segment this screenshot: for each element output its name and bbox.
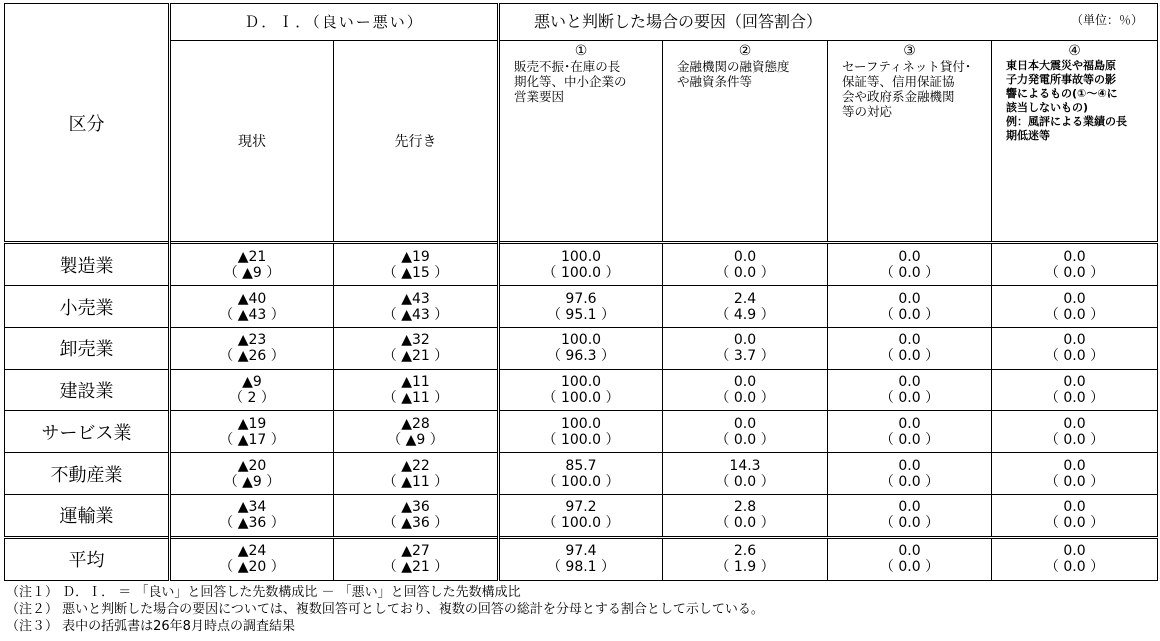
- header-outlook: 先行き: [334, 40, 499, 242]
- cell-f3: [828, 537, 992, 580]
- cell-current: [170, 369, 334, 411]
- prev-value-f2: （ 1.9 ）: [715, 559, 775, 576]
- value-outlook: ▲22: [401, 457, 430, 474]
- cell-f1: [499, 537, 663, 580]
- footnotes: [6, 584, 764, 635]
- cell-outlook: [334, 327, 499, 369]
- row-category: 不動産業: [5, 453, 170, 495]
- prev-value-f2: （ 0.0 ）: [715, 390, 775, 407]
- row-category: 卸売業: [5, 327, 170, 369]
- cell-f4: [992, 327, 1158, 369]
- value-current: ▲21: [237, 248, 267, 265]
- value-f4: 0.0: [1063, 332, 1086, 349]
- header-factor-3: [828, 40, 992, 242]
- prev-value-current: （ ▲20 ）: [219, 559, 285, 576]
- cell-f2: [663, 453, 828, 495]
- cell-outlook: [334, 286, 499, 328]
- prev-value-f4: （ 0.0 ）: [1044, 559, 1105, 576]
- value-f4: 0.0: [1063, 415, 1086, 432]
- header-factor-title: [499, 4, 1158, 41]
- value-f3: 0.0: [898, 374, 921, 391]
- value-current: ▲40: [237, 290, 267, 307]
- note-2: （注２） 悪いと判断した場合の要因については、複数回答可としており、複数の回答の総計を分母とする割合として示している。: [6, 602, 764, 617]
- cell-f1: [499, 369, 663, 411]
- row-category: サービス業: [5, 411, 170, 453]
- table-row: [5, 369, 1158, 411]
- cell-f1: [499, 411, 663, 453]
- prev-value-outlook: （ ▲11 ）: [382, 473, 449, 490]
- note-1: （注１） Ｄ．Ｉ． ＝ 「良い」と回答した先数構成比 － 「悪い」と回答した先数構成比: [6, 585, 521, 600]
- cell-f3: [828, 411, 992, 453]
- prev-value-f4: （ 0.0 ）: [1044, 348, 1105, 365]
- prev-value-f4: （ 0.0 ）: [1044, 473, 1105, 490]
- cell-f4: [992, 286, 1158, 328]
- prev-value-f1: （ 96.3 ）: [546, 348, 616, 365]
- value-f2: 0.0: [733, 415, 757, 432]
- prev-value-f4: （ 0.0 ）: [1044, 515, 1105, 532]
- prev-value-f3: （ 0.0 ）: [879, 348, 940, 365]
- prev-value-current: （ 2 ）: [229, 390, 275, 407]
- prev-value-f3: （ 0.0 ）: [879, 515, 940, 532]
- prev-value-f1: （ 100.0 ）: [542, 515, 620, 532]
- cell-current: [170, 411, 334, 453]
- prev-value-f2: （ 0.0 ）: [715, 264, 775, 281]
- cell-current: [170, 494, 334, 537]
- table-row: [5, 494, 1158, 537]
- prev-value-f4: （ 0.0 ）: [1044, 390, 1105, 407]
- value-f3: 0.0: [898, 499, 921, 516]
- cell-outlook: [334, 453, 499, 495]
- cell-f3: [828, 243, 992, 286]
- prev-value-f4: （ 0.0 ）: [1044, 306, 1105, 323]
- prev-value-outlook: （ ▲43 ）: [382, 306, 449, 323]
- value-f4: 0.0: [1063, 457, 1086, 474]
- cell-f1: [499, 494, 663, 537]
- cell-f2: [663, 369, 828, 411]
- cell-current: [170, 537, 334, 580]
- factor-4-number: ④: [1068, 42, 1081, 59]
- cell-f3: [828, 453, 992, 495]
- cell-f4: [992, 494, 1158, 537]
- prev-value-f4: （ 0.0 ）: [1044, 431, 1105, 448]
- value-f3: 0.0: [898, 543, 921, 560]
- prev-value-f1: （ 95.1 ）: [546, 306, 616, 323]
- prev-value-f1: （ 100.0 ）: [542, 431, 620, 448]
- header-factor-1: [499, 40, 663, 242]
- factor-4-text: 東日本大震災や福島原 子力発電所事故等の影 響によるもの(①～④に 該当しないもの) 例：風評による業績の長 期低迷等: [1006, 58, 1128, 142]
- di-title-text: Ｄ．Ｉ．（良いー悪い）: [244, 13, 424, 32]
- value-f1: 97.6: [565, 290, 597, 307]
- prev-value-f2: （ 0.0 ）: [715, 431, 775, 448]
- value-f3: 0.0: [898, 415, 921, 432]
- header-row-2: [5, 40, 1158, 242]
- value-f2: 2.6: [733, 543, 757, 560]
- value-f1: 85.7: [565, 457, 597, 474]
- value-outlook: ▲32: [401, 332, 430, 349]
- prev-value-current: （ ▲26 ）: [219, 348, 285, 365]
- cell-f2: [663, 327, 828, 369]
- cell-f3: [828, 494, 992, 537]
- value-f1: 100.0: [560, 332, 602, 349]
- cell-outlook: [334, 494, 499, 537]
- prev-value-f1: （ 98.1 ）: [546, 559, 616, 576]
- cell-f4: [992, 411, 1158, 453]
- prev-value-f3: （ 0.0 ）: [879, 431, 940, 448]
- row-category: 平均: [5, 537, 170, 580]
- value-f1: 100.0: [560, 415, 602, 432]
- prev-value-current: （ ▲9 ）: [223, 264, 281, 281]
- cell-outlook: [334, 537, 499, 580]
- di-survey-table: [4, 3, 1158, 581]
- value-current: ▲23: [237, 332, 267, 349]
- cell-outlook: [334, 411, 499, 453]
- cell-outlook: [334, 369, 499, 411]
- prev-value-f1: （ 100.0 ）: [542, 390, 620, 407]
- cell-f1: [499, 286, 663, 328]
- value-f1: 97.4: [565, 543, 597, 560]
- prev-value-f1: （ 100.0 ）: [542, 473, 620, 490]
- cell-f1: [499, 453, 663, 495]
- note-3: （注３） 表中の括弧書は26年8月時点の調査結果: [6, 619, 295, 634]
- value-f1: 100.0: [560, 248, 602, 265]
- table-row: [5, 243, 1158, 286]
- header-factor-2: [663, 40, 828, 242]
- factor-1-text: 販売不振･在庫の長 期化等、中小企業の 営業要因: [514, 58, 627, 104]
- value-f4: 0.0: [1063, 543, 1086, 560]
- value-f4: 0.0: [1063, 499, 1086, 516]
- prev-value-f3: （ 0.0 ）: [879, 473, 940, 490]
- value-f3: 0.0: [898, 332, 921, 349]
- prev-value-current: （ ▲36 ）: [219, 515, 285, 532]
- prev-value-f3: （ 0.0 ）: [879, 559, 940, 576]
- value-f1: 100.0: [560, 374, 602, 391]
- cell-outlook: [334, 243, 499, 286]
- value-outlook: ▲28: [401, 415, 430, 432]
- value-outlook: ▲27: [401, 543, 430, 560]
- header-factor-4: [992, 40, 1158, 242]
- factor-3-text: セーフティネット貸付･ 保証等、信用保証協 会や政府系金融機関 等の対応: [842, 58, 972, 119]
- value-f2: 2.8: [733, 499, 757, 516]
- prev-value-f3: （ 0.0 ）: [879, 264, 940, 281]
- prev-value-outlook: （ ▲21 ）: [382, 559, 449, 576]
- cell-f2: [663, 243, 828, 286]
- value-outlook: ▲36: [401, 499, 430, 516]
- cell-current: [170, 243, 334, 286]
- cell-f3: [828, 286, 992, 328]
- header-kubun: 区分: [5, 4, 170, 243]
- row-category: 運輸業: [5, 494, 170, 537]
- value-current: ▲24: [237, 543, 267, 560]
- value-f2: 0.0: [733, 248, 757, 265]
- value-current: ▲34: [237, 499, 267, 516]
- prev-value-current: （ ▲43 ）: [219, 306, 285, 323]
- prev-value-f2: （ 4.9 ）: [715, 306, 775, 323]
- value-f2: 0.0: [733, 332, 757, 349]
- factor-2-text: 金融機関の融資態度 や融資条件等: [677, 58, 790, 89]
- value-f4: 0.0: [1063, 248, 1086, 265]
- value-f2: 0.0: [733, 374, 757, 391]
- cell-f4: [992, 369, 1158, 411]
- cell-f2: [663, 411, 828, 453]
- prev-value-outlook: （ ▲21 ）: [382, 348, 449, 365]
- value-f3: 0.0: [898, 290, 921, 307]
- value-outlook: ▲43: [401, 290, 430, 307]
- cell-f2: [663, 494, 828, 537]
- value-f3: 0.0: [898, 248, 921, 265]
- prev-value-f3: （ 0.0 ）: [879, 390, 940, 407]
- prev-value-f4: （ 0.0 ）: [1044, 264, 1105, 281]
- cell-f4: [992, 243, 1158, 286]
- cell-f4: [992, 453, 1158, 495]
- cell-current: [170, 286, 334, 328]
- cell-f1: [499, 327, 663, 369]
- value-f1: 97.2: [565, 499, 597, 516]
- prev-value-outlook: （ ▲9 ）: [387, 431, 444, 448]
- prev-value-current: （ ▲17 ）: [219, 431, 285, 448]
- prev-value-f3: （ 0.0 ）: [879, 306, 940, 323]
- cell-f3: [828, 327, 992, 369]
- value-f4: 0.0: [1063, 374, 1086, 391]
- cell-f2: [663, 537, 828, 580]
- prev-value-f2: （ 3.7 ）: [715, 348, 775, 365]
- value-f3: 0.0: [898, 457, 921, 474]
- table-row: [5, 411, 1158, 453]
- header-current: 現状: [170, 40, 334, 242]
- prev-value-outlook: （ ▲11 ）: [382, 390, 449, 407]
- unit-label: （単位：％）: [1071, 13, 1144, 27]
- cell-f4: [992, 537, 1158, 580]
- value-current: ▲20: [237, 457, 267, 474]
- prev-value-f1: （ 100.0 ）: [542, 264, 620, 281]
- cell-f3: [828, 369, 992, 411]
- factor-title-text: 悪いと判断した場合の要因（回答割合）: [534, 12, 823, 31]
- row-category: 製造業: [5, 243, 170, 286]
- prev-value-outlook: （ ▲36 ）: [382, 515, 449, 532]
- value-outlook: ▲19: [401, 248, 430, 265]
- prev-value-f2: （ 0.0 ）: [715, 473, 775, 490]
- value-outlook: ▲11: [401, 374, 430, 391]
- table-body: [5, 243, 1158, 581]
- value-current: ▲19: [237, 415, 267, 432]
- row-category: 建設業: [5, 369, 170, 411]
- cell-f1: [499, 243, 663, 286]
- header-di-title: [170, 4, 499, 41]
- value-current: ▲9: [242, 374, 262, 391]
- table-row: [5, 537, 1158, 580]
- factor-2-number: ②: [738, 42, 752, 59]
- cell-f2: [663, 286, 828, 328]
- prev-value-current: （ ▲9 ）: [223, 473, 281, 490]
- table-row: [5, 453, 1158, 495]
- prev-value-f2: （ 0.0 ）: [715, 515, 775, 532]
- cell-current: [170, 453, 334, 495]
- header-row-1: [5, 4, 1158, 41]
- value-f2: 2.4: [733, 290, 757, 307]
- factor-3-number: ③: [903, 42, 916, 59]
- value-f4: 0.0: [1063, 290, 1086, 307]
- value-f2: 14.3: [729, 457, 761, 474]
- row-category: 小売業: [5, 286, 170, 328]
- cell-current: [170, 327, 334, 369]
- table-row: [5, 327, 1158, 369]
- prev-value-outlook: （ ▲15 ）: [382, 264, 449, 281]
- factor-1-number: ①: [574, 42, 588, 59]
- table-row: [5, 286, 1158, 328]
